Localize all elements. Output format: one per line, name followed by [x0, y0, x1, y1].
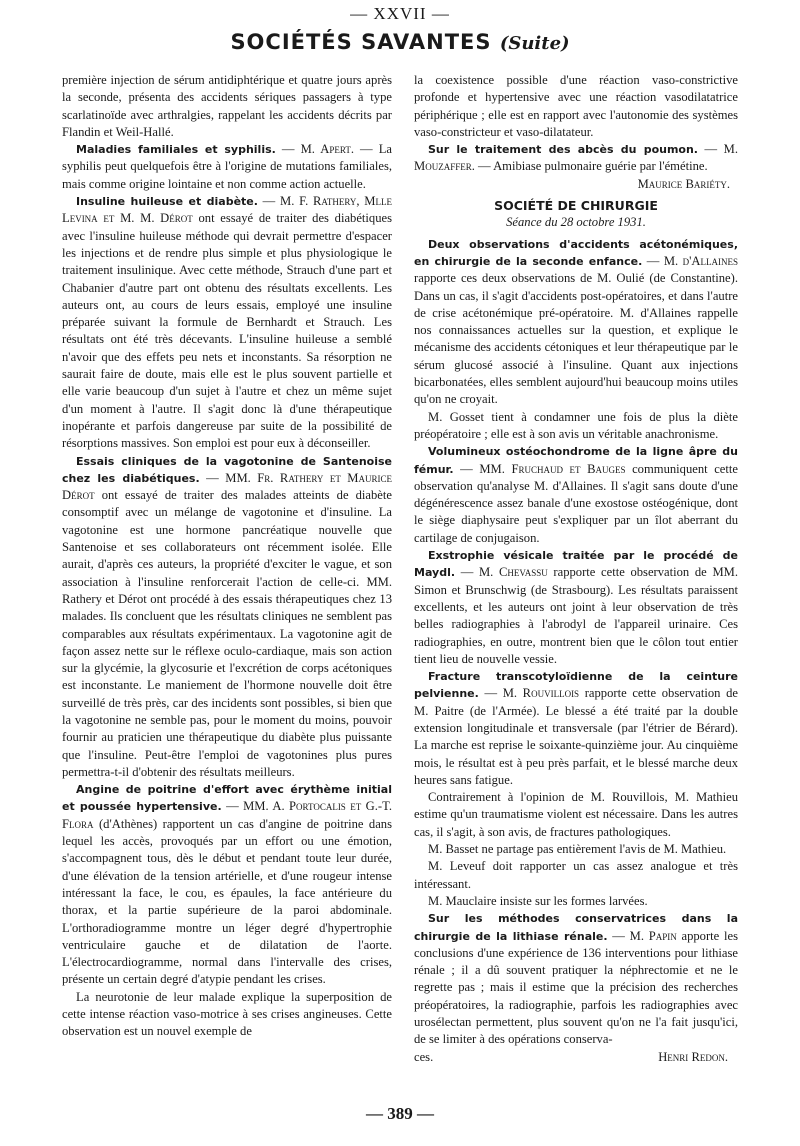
paragraph-text: ont essayé de traiter des malades atteints de diabète consomptif avec un mélange de vagotonine et d'insuline. La vagotonine est une hormone pancréatique nouvelle que Santenoise et ses collaborateurs ont récemment isolée. Elle aurait, d'après ces auteurs, la propriété d'exciter le vague, et son association à l'insuline renforcerait l'action de celle-ci. MM. Rathery et Dérot ont procédé à des essais thérapeutiques chez 13 malades. Ils concluent que les résultats cliniques ne semblent pas comparables aux résultats expérimentaux. La vagotonine agit de façon assez nette sur le réflexe oculo-cardiaque, mais son action sur la glycémie, la glycosurie et l'excrétion de corps acétoniques est inconstante. Le maniement de l'hormone nouvelle doit être surveillé de très près, car des incidents sont possibles, si bien que la vagotonine ne semble pas, pour le moment du moins, pouvoir fournir au praticien une thérapeutique du diabète plus puissante que l'insuline. Peut-être l'emploi de vagotonines plus pures permettra-t-il d'obtenir des résultats meilleurs.	[62, 488, 392, 779]
paragraph: Insuline huileuse et diabète. — M. F. Rathery, Mlle Levina et M. M. Dérot ont essayé de traiter des diabétiques avec l'insuline huileuse méthode qui devrait permettre d'espacer les injections et de rendre plus simple et plus physiologique le traitement insulinique. Avec cette méthode, Strauch d'une part et Chabanier d'autre part ont obtenu des résultats excellents. Les auteurs ont, au cours de leurs essais, employé une insuline préparée suivant la formule de Bernhardt et Strauch. Les résultats ont été très décevants. L'insuline huileuse a semblé n'avoir que des effets peu nets et inconstants. Sa résorption ne saurait faire de doute, mais elle est le plus souvent partielle et elle varie beaucoup d'un sujet à l'autre et chez un même sujet d'un moment à l'autre. Il s'agit donc là d'une thérapeutique inopérante et parfois dangereuse par suite de la possibilité de résorptions massives. Son emploi est pour eux à déconseiller.	[62, 194, 393, 451]
section-heading: Essais cliniques de la vagotonine de Santenoise chez les diabétiques.	[62, 454, 392, 485]
paragraph: Sur le traitement des abcès du poumon. — M. Mouzaffer. — Amibiase pulmonaire guérie par l'émétine.	[414, 142, 738, 174]
paragraph: Angine de poitrine d'effort avec érythème initial et poussée hypertensive. — MM. A. Portocalis et G.-T. Flora (d'Athènes) rapportent un cas d'angine de poitrine dans lequel les accès, provoqués par un effort ou une émotion, s'accompagnent tous, dès le début et pendant toute leur durée, d'une élévation de la tension artérielle, et d'une rougeur intense intéressant la face, le cou, es épaules, la face antérieure du thorax, et la partie supérieure de la paroi abdominale. L'orthoradiogramme montre un léger degré d'hypertrophie ventriculaire gauche et de dilatation de l'aorte. L'électrocardiogramme, normal dans l'intervalle des crises, présente un certain degré d'atypie pendant les crises.	[62, 783, 392, 987]
paragraph: M. Gosset tient à condamner une fois de plus la diète préopératoire ; elle est à son avis un véritable anachronisme.	[414, 409, 738, 441]
signature: Maurice Bariéty.	[637, 176, 730, 191]
title-suffix: (Suite)	[499, 33, 570, 54]
author-name: MM. Fr. Rathery et Maurice Dérot	[62, 470, 393, 503]
closing-line	[414, 1049, 738, 1066]
paragraph: première injection de sérum antidiphtérique et quatre jours après la seconde, présenta des accidents sériques passagers à type scarlatinoïde avec arthralgies, rappelant les accidents décrits par Flandin et Weil-Hallé.	[62, 73, 392, 139]
society-heading: SOCIÉTÉ DE CHIRURGIE	[494, 198, 658, 214]
paragraph-text: rapporte ces deux observations de M. Oulié (de Constantine). Dans un cas, il s'agit d'accidents post-opératoires, et dans l'autre de crise acétonémique pré-opératoire. M. d'Allaines rappelle nos connaissances actuelles sur la question, et explique le mécanisme des accidents cétoniques et leur thérapeutique par le sérum glucosé associé à l'insuline. Quant aux injections bicarbonatées, elles semblent aujourd'hui beaucoup moins utiles qu'on ne croyait.	[414, 271, 738, 407]
section-heading: Sur le traitement des abcès du poumon.	[428, 143, 698, 157]
author-name: M. d'Allaines	[663, 253, 738, 268]
section-heading: Maladies familiales et syphilis.	[76, 143, 276, 157]
paragraph-text: communiquent cette observation qu'analyse M. d'Allaines. Il s'agit sans doute d'une dégénérescence assez banale d'une exostose ostéogénique, dont le siège diaphysaire peut s'expliquer par un îlot aberrant du cartilage de conjugaison.	[414, 461, 738, 545]
paragraph-text: rapporte cette observation de M. Paitre (de l'Armée). Le blessé a été traité par la double extension longitudinale et transversale (par l'étrier de Bérard). La marche est reprise le soixante-quinzième jour. Au cinquième mois, le résultat est à peu près parfait, et le blessé marche deux heures sans fatigue.	[414, 686, 739, 787]
paragraph: Maladies familiales et syphilis. — M. Apert. — La syphilis peut quelquefois être à l'origine de mutations familiales, mais comme origine lointaine et non comme action actuelle.	[62, 142, 393, 191]
section-heading: Angine de poitrine d'effort avec érythème initial et poussée hypertensive.	[62, 783, 392, 814]
author-name: M. Apert.	[300, 142, 354, 157]
author-name: M. Mouzaffer.	[414, 142, 738, 174]
paragraph: Exstrophie vésicale traitée par le procédé de Maydl. — M. Chevassu rapporte cette observation de MM. Simon et Brunschwig (de Strasbourg). Les résultats paraissent excellents, et les auteurs ont joint à leur observation de très belles radiographies à l'abrodyl de l'appareil urinaire. Ces radiographies, en outre, montrent bien que le côlon tout entier tient lieu de nouvelle vessie.	[414, 549, 738, 666]
paragraph-text: apporte les conclusions d'une expérience de 136 interventions pour lithiase rénale ; il a dû souvent pratiquer la néphrectomie et ne le regrette pas ; mais il estime que la précision des recherches préopératoires, la radiographie, parfois les radiographies avec urosélectan permettent, plus souvent qu'on ne l'a fait jusqu'ici, de se limiter à des opérations conserva-	[414, 928, 738, 1047]
author-name: M. Rouvillois	[502, 686, 580, 701]
signature: Henri Redon.	[658, 1049, 728, 1064]
left-column	[62, 72, 392, 1041]
paragraph: Fracture transcotyloïdienne de la ceinture pelvienne. — M. Rouvillois rapporte cette observation de M. Paitre (de l'Armée). Le blessé a été traité par la double extension longitudinale et transversale (par l'étrier de Bérard). La marche est reprise le soixante-quinzième jour. Au cinquième mois, le résultat est à peu près parfait, et le blessé marche deux heures sans fatigue.	[414, 670, 739, 787]
author-name: M. F. Rathery, Mlle Levina et M. M. Dérot	[62, 194, 392, 226]
section-heading: Sur les méthodes conservatrices dans la chirurgie de la lithiase rénale.	[414, 912, 738, 943]
paragraph-end: ces.	[414, 1049, 434, 1064]
paragraph: Essais cliniques de la vagotonine de Santenoise chez les diabétiques. — MM. Fr. Rathery et Maurice Dérot ont essayé de traiter des malades atteints de diabète consomptif avec un mélange de vagotonine et d'insuline. La vagotonine est une hormone pancréatique nouvelle que Santenoise et ses collaborateurs ont récemment isolée. Elle aurait, d'après ces auteurs, la propriété d'exciter le vague, et son association à l'insuline renforcerait l'action de celle-ci. MM. Rathery et Dérot ont procédé à des essais thérapeutiques chez 13 malades. Ils concluent que les résultats cliniques ne semblent pas comparables aux résultats expérimentaux. La vagotonine agit de façon assez nette sur le réflexe oculo-cardiaque, mais son action sur la glycémie, la glycosurie et l'excrétion de corps acétoniques est inconstante. Le maniement de l'hormone nouvelle doit être surveillé de très près, car des incidents sont possibles, si bien que la vagotonine ne semble pas, pour le moment du moins, pouvoir fournir au praticien une thérapeutique du diabète plus puissante que l'insuline. Peut-être l'emploi de vagotonines plus pures permettra-t-il d'obtenir des résultats meilleurs.	[62, 454, 393, 779]
paragraph: Deux observations d'accidents acétonémiques, en chirurgie de la seconde enfance. — M. d'Allaines rapporte ces deux observations de M. Oulié (de Constantine). Dans un cas, il s'agit d'accidents post-opératoires, et dans l'autre de crise acétonémique pré-opératoire. M. d'Allaines rappelle nos connaissances actuelles sur la question, et explique le mécanisme des accidents cétoniques et leur thérapeutique par le sérum glucosé associé à l'insuline. Quant aux injections bicarbonatées, elles semblent aujourd'hui beaucoup moins utiles qu'on ne croyait.	[414, 237, 738, 407]
paragraph: Sur les méthodes conservatrices dans la chirurgie de la lithiase rénale. — M. Papin apporte les conclusions d'une expérience de 136 interventions pour lithiase rénale ; il a dû souvent pratiquer la néphrectomie et ne le regrette pas ; mais il estime que la précision des recherches préopératoires, la radiographie, parfois les radiographies avec urosélectan permettent, plus souvent qu'on ne l'a fait jusqu'ici, de se limiter à des opérations conserva-	[414, 912, 738, 1047]
paragraph: Contrairement à l'opinion de M. Rouvillois, M. Mathieu estime qu'un traumatisme violent est nécessaire. Dans les autres cas, il s'agit, à son avis, de fractures pathologiques.	[414, 790, 738, 839]
paragraph-text: Amibiase pulmonaire guérie par l'émétine.	[493, 159, 708, 174]
page-title	[0, 30, 800, 54]
paragraph: Volumineux ostéochondrome de la ligne âpre du fémur. — MM. Fruchaud et Bauges communiquent cette observation qu'analyse M. d'Allaines. Il s'agit sans doute d'une dégénérescence assez banale d'une exostose ostéogénique, dont le siège diaphysaire peut s'expliquer par un îlot aberrant du cartilage de conjugaison.	[414, 445, 738, 545]
section-heading: Fracture transcotyloïdienne de la ceinture pelvienne.	[414, 670, 738, 701]
author-name: MM. A. Portocalis et G.-T. Flora	[62, 799, 392, 831]
section-heading: Volumineux ostéochondrome de la ligne âpre du fémur.	[414, 445, 738, 476]
paragraph: M. Mauclaire insiste sur les formes larvées.	[428, 893, 648, 908]
paragraph: la coexistence possible d'une réaction vaso-constrictive profonde et hypertensive avec une réaction vasodilatatrice périphérique ; elle est en rapport avec l'autonomie des systèmes vaso-constricteur et vaso-dilatateur.	[414, 73, 738, 139]
author-name: M. Chevassu	[478, 565, 548, 580]
paragraph-text: La syphilis peut quelquefois être à l'origine de mutations familiales, mais comme origine lointaine et non comme action actuelle.	[62, 142, 393, 191]
paragraph: M. Leveuf doit rapporter un cas assez analogue et très intéressant.	[414, 859, 738, 891]
page-number: — 389 —	[366, 1104, 434, 1123]
author-name: MM. Fruchaud et Bauges	[479, 461, 626, 476]
paragraph: M. Basset ne partage pas entièrement l'avis de M. Mathieu.	[428, 842, 727, 857]
paragraph-text: rapporte cette observation de MM. Simon et Brunschwig (de Strasbourg). Les résultats paraissent excellents, et les auteurs ont joint à leur observation de très belles radiographies à l'abrodyl de l'appareil urinaire. Ces radiographies, en outre, montrent bien que le côlon tout entier tient lieu de nouvelle vessie.	[414, 565, 738, 666]
paragraph-text: (d'Athènes) rapportent un cas d'angine de poitrine dans lequel les accès, provoqués par un effort ou une émotion, s'accompagnent tous, dès le début et pendant toute leur durée, d'une élévation de la tension artérielle, et d'une rougeur intense intéressant la face, le cou, es épaules, la face antérieure du thorax, et la partie supérieure de la paroi abdominale. L'orthoradiogramme montre un léger degré d'hypertrophie ventriculaire gauche et de dilatation de l'aorte. L'électrocardiogramme, normal dans l'intervalle des crises, présente un certain degré d'atypie pendant les crises.	[62, 816, 392, 987]
section-heading: Insuline huileuse et diabète.	[76, 195, 258, 209]
session-date: Séance du 28 octobre 1931.	[506, 215, 646, 230]
title-main: SOCIÉTÉS SAVANTES	[230, 30, 492, 54]
section-heading: Exstrophie vésicale traitée par le procédé de Maydl.	[414, 549, 738, 580]
section-heading: Deux observations d'accidents acétonémiques, en chirurgie de la seconde enfance.	[414, 237, 738, 268]
author-name: M. Papin	[629, 928, 677, 943]
page-roman-numeral: — XXVII —	[350, 4, 450, 23]
paragraph-text: ont essayé de traiter des diabétiques avec l'insuline huileuse méthode qui devrait permettre d'espacer les injections et de rendre plus simple et plus physiologique le traitement insulinique. Avec cette méthode, Strauch d'une part et Chabanier d'autre part ont obtenu des résultats excellents. Les auteurs ont, au cours de leurs essais, employé une insuline préparée suivant la formule de Bernhardt et Strauch. Les résultats ont été très décevants. L'insuline huileuse a semblé n'avoir que des effets peu nets et inconstants. Sa résorption ne saurait faire de doute, mais elle est le plus souvent partielle et elle varie beaucoup d'un sujet à l'autre et chez un même sujet d'un moment à l'autre. Il s'agit donc là d'une thérapeutique inopérante et parfois dangereuse par suite de la possibilité de résorptions massives. Son emploi est pour eux à déconseiller.	[62, 211, 393, 451]
right-column	[414, 72, 738, 1066]
paragraph: La neurotonie de leur malade explique la superposition de cette intense réaction vaso-motrice à ses crises angineuses. Cette observation est un nouvel exemple de	[62, 989, 392, 1039]
